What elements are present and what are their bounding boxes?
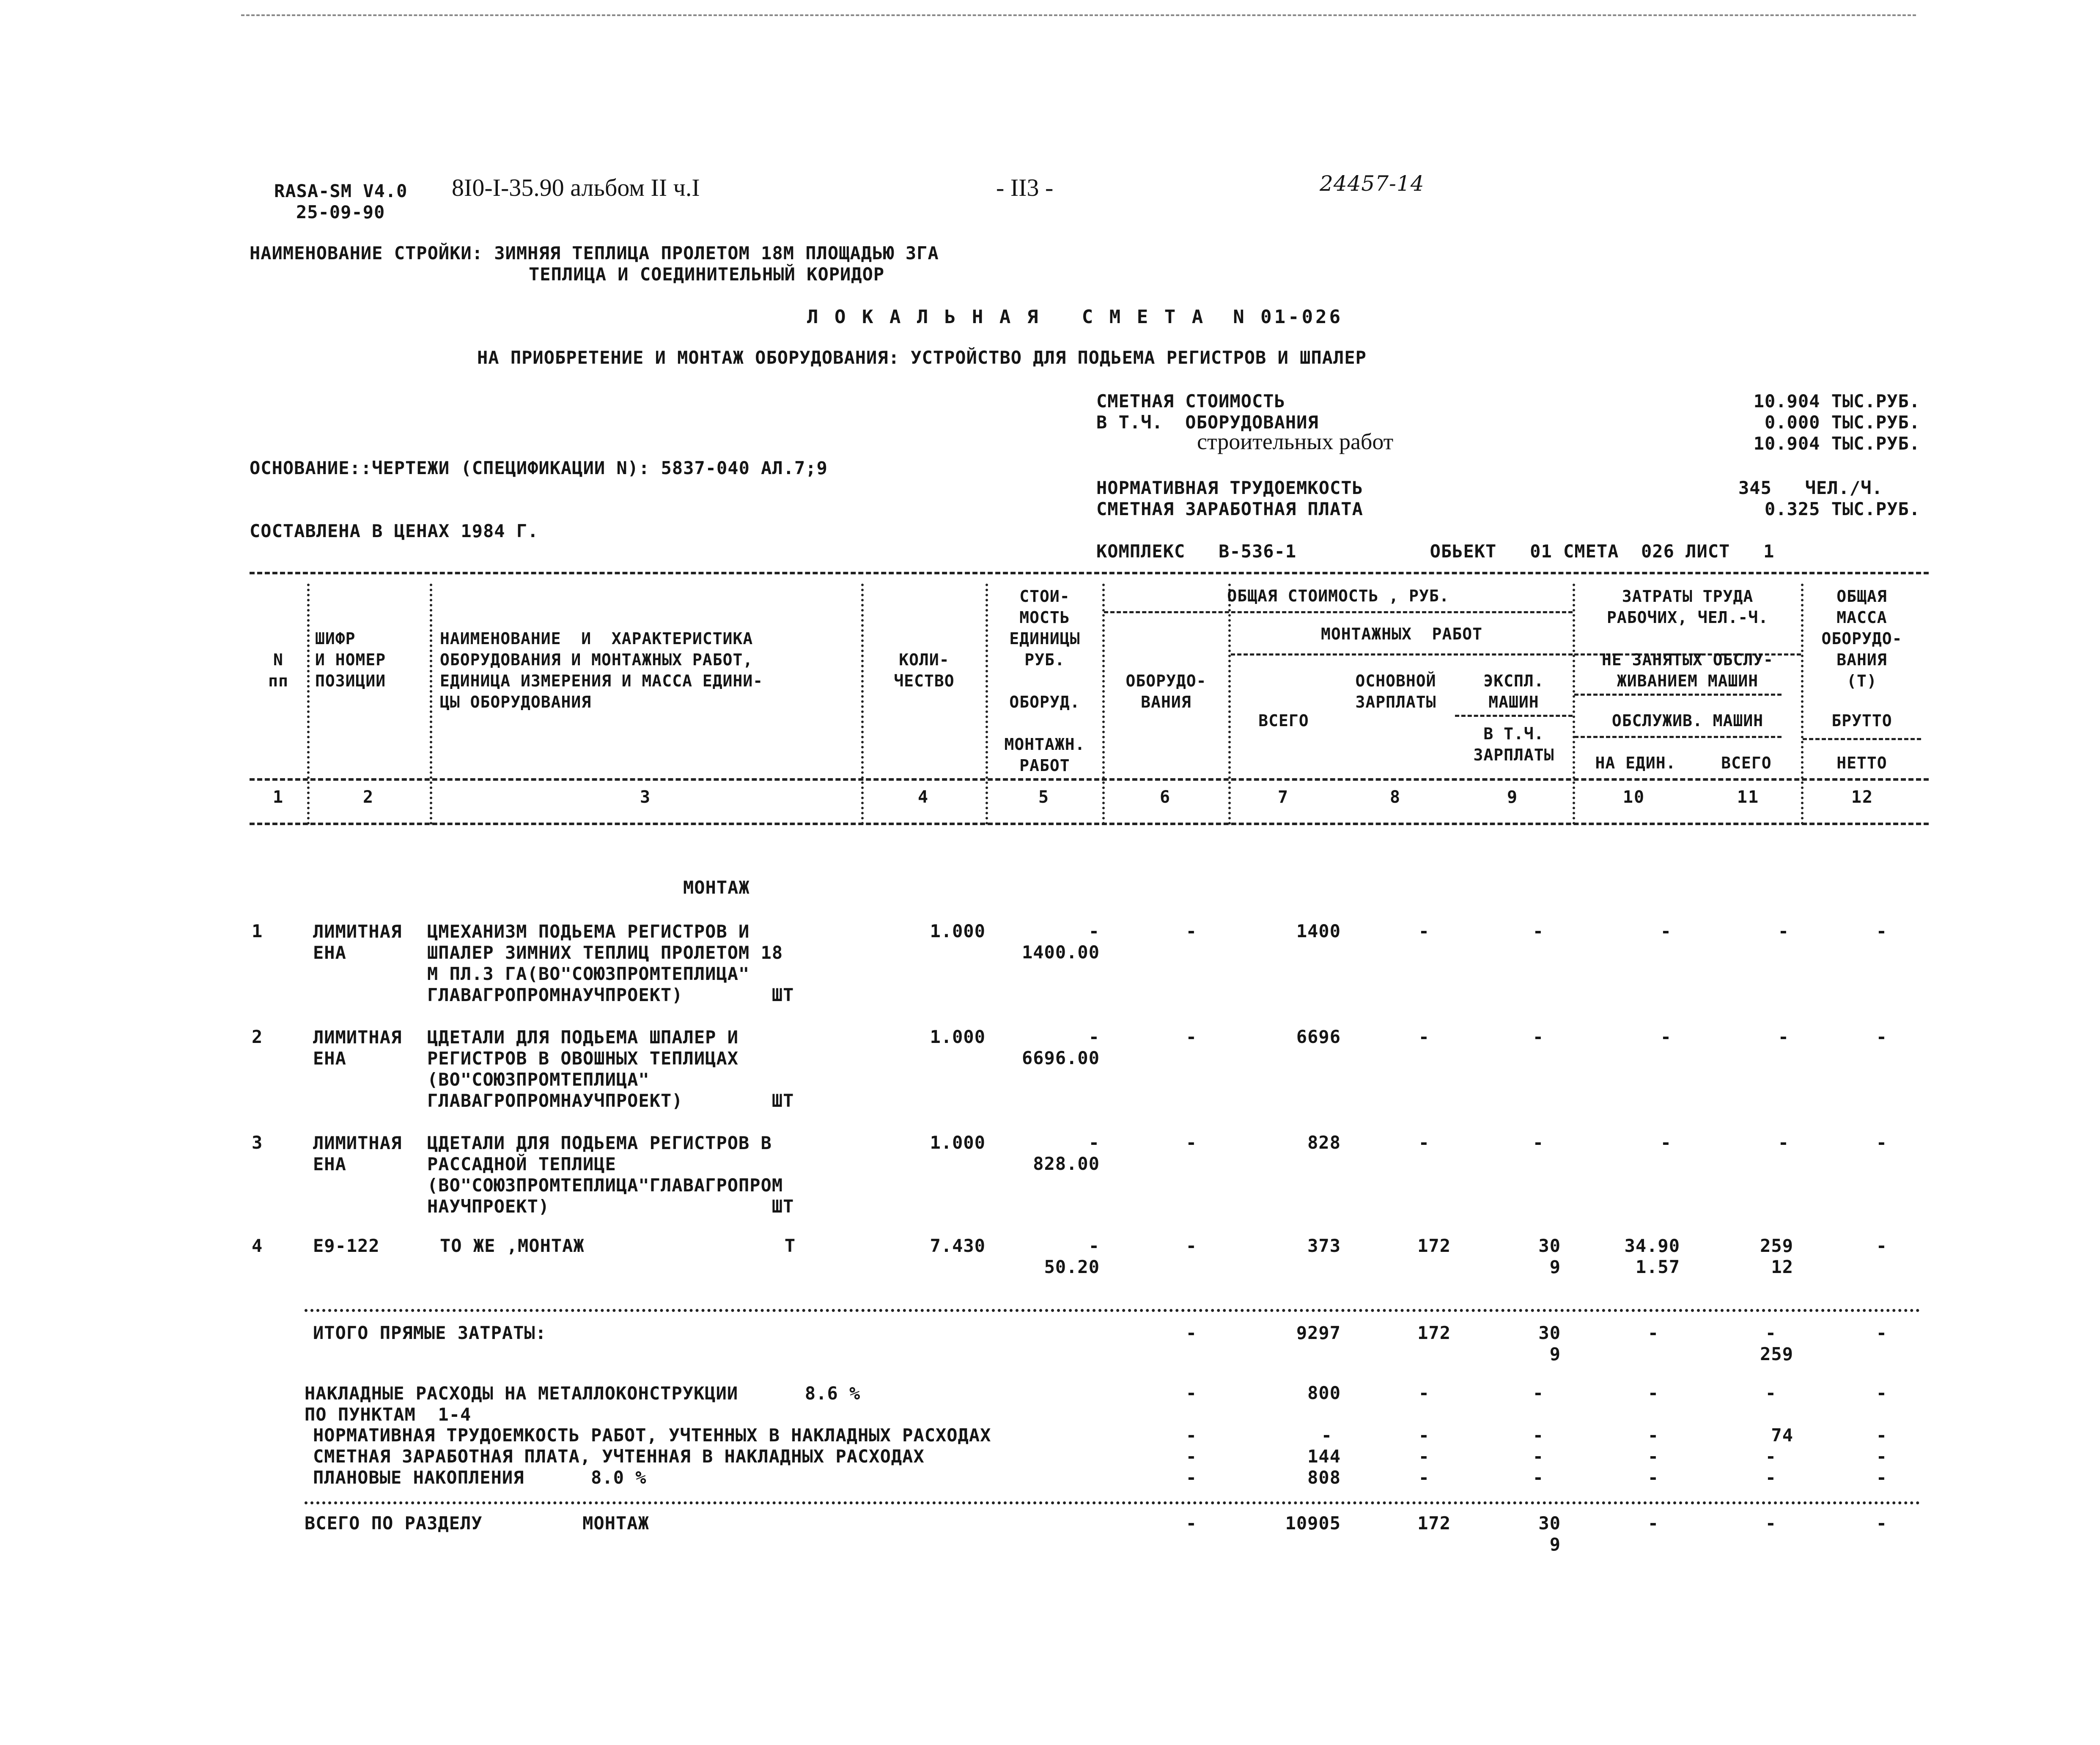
section-total-rule	[305, 1501, 1920, 1504]
row-2-mach: -	[1532, 1026, 1544, 1047]
th-labor-sub-rule2	[1574, 736, 1782, 738]
section-total-mach-wage: 9	[1549, 1534, 1561, 1555]
row-1-unit-mount: 1400.00	[1021, 942, 1100, 963]
estimate-subtitle: НА ПРИОБРЕТЕНИЕ И МОНТАЖ ОБОРУДОВАНИЯ: УСТРОЙСТВО ДЛЯ ПОДЬЕМА РЕГИСТРОВ И ШПАЛЕР	[477, 347, 1367, 368]
direct-costs-equip: -	[1186, 1322, 1197, 1343]
row-3-mach: -	[1532, 1132, 1544, 1153]
overhead-wage-mach: -	[1532, 1446, 1544, 1467]
row-2-total: 6696	[1296, 1026, 1341, 1047]
overhead-metal-mass: -	[1876, 1383, 1887, 1403]
overhead-wage-mass: -	[1876, 1446, 1887, 1467]
direct-costs-label: ИТОГО ПРЯМЫЕ ЗАТРАТЫ:	[313, 1322, 547, 1343]
section-total-mach: 30	[1538, 1513, 1561, 1534]
col-number: 9	[1507, 787, 1518, 807]
th-col1: N пп	[268, 650, 288, 690]
direct-costs-total: 9297	[1296, 1322, 1341, 1343]
section-total-wage: 172	[1417, 1513, 1451, 1534]
summary-build-value: 10.904 ТЫС.РУБ.	[1753, 433, 1920, 454]
row-4-total: 373	[1307, 1235, 1341, 1256]
row-3-unit-equip: -	[1088, 1132, 1100, 1153]
row-1-unit-equip: -	[1088, 921, 1100, 941]
row-4-qty: 7.430	[930, 1235, 985, 1256]
construction-name-line2: ТЕПЛИЦА И СОЕДИНИТЕЛЬНЫЙ КОРИДОР	[529, 264, 885, 285]
th-col8: ОСНОВНОЙ ЗАРПЛАТЫ	[1355, 672, 1436, 711]
row-4-wage: 172	[1417, 1235, 1451, 1256]
th-col11: ВСЕГО	[1721, 754, 1772, 772]
overhead-labor-wage: -	[1418, 1425, 1430, 1446]
th-col4: КОЛИ- ЧЕСТВО	[894, 650, 955, 690]
overhead-wage-wage: -	[1418, 1446, 1430, 1467]
summary-cost-value: 10.904 ТЫС.РУБ.	[1753, 391, 1920, 412]
direct-costs-mach: 30	[1538, 1322, 1561, 1343]
col-number: 2	[362, 787, 374, 807]
col-number: 8	[1389, 787, 1401, 807]
direct-costs-rule	[305, 1309, 1920, 1312]
handwritten-code: 24457-14	[1320, 171, 1425, 196]
overhead-savings-mach: -	[1532, 1467, 1544, 1488]
th-group-mount-rule	[1231, 653, 1573, 656]
overhead-savings-labor-unit: -	[1647, 1467, 1659, 1488]
row-1-mach: -	[1532, 921, 1544, 941]
row-1-qty: 1.000	[930, 921, 985, 941]
section-total-labor-unit: -	[1647, 1513, 1659, 1534]
construction-name-line1: НАИМЕНОВАНИЕ СТРОЙКИ: ЗИМНЯЯ ТЕПЛИЦА ПРОЛЕТОМ 18М ПЛОЩАДЬЮ 3ГА	[250, 243, 939, 263]
row-4-labor-total-mach: 12	[1771, 1257, 1793, 1277]
section-total-labor-total: -	[1765, 1513, 1776, 1534]
row-3-equip: -	[1186, 1132, 1197, 1153]
row-3-labor-unit: -	[1660, 1132, 1672, 1153]
section-total-label: ВСЕГО ПО РАЗДЕЛУ МОНТАЖ	[305, 1513, 649, 1534]
direct-costs-labor-unit: -	[1647, 1322, 1659, 1343]
th-col12-brutto: БРУТТО	[1831, 711, 1892, 730]
overhead-metal-equip: -	[1186, 1383, 1197, 1403]
row-4-code: Е9-122	[313, 1235, 380, 1256]
row-4-mach: 30	[1538, 1235, 1561, 1256]
overhead-labor-labor-unit: -	[1647, 1425, 1659, 1446]
row-3-labor-total: -	[1778, 1132, 1789, 1153]
overhead-labor-label: НОРМАТИВНАЯ ТРУДОЕМКОСТЬ РАБОТ, УЧТЕННЫХ В НАКЛАДНЫХ РАСХОДАХ	[313, 1425, 991, 1446]
row-1-code: ЛИМИТНАЯ ЕНА	[313, 921, 402, 963]
overhead-metal-label: НАКЛАДНЫЕ РАСХОДЫ НА МЕТАЛЛОКОНСТРУКЦИИ 8.6 % ПО ПУНКТАМ 1-4	[305, 1383, 861, 1425]
overhead-metal-total: 800	[1307, 1383, 1341, 1403]
row-2-equip: -	[1186, 1026, 1197, 1047]
top-border-rule	[241, 14, 1916, 16]
th-col5-mount: МОНТАЖН. РАБОТ	[1004, 735, 1085, 775]
row-3-unit-mount: 828.00	[1033, 1153, 1100, 1174]
overhead-wage-label: СМЕТНАЯ ЗАРАБОТНАЯ ПЛАТА, УЧТЕННАЯ В НАКЛАДНЫХ РАСХОДАХ	[313, 1446, 925, 1467]
row-1-labor-unit: -	[1660, 921, 1672, 941]
th-group-cost-rule	[1104, 611, 1573, 613]
overhead-labor-mass: -	[1876, 1425, 1887, 1446]
col-number: 6	[1159, 787, 1171, 807]
row-4-n: 4	[252, 1235, 263, 1256]
basis-line: ОСНОВАНИЕ::ЧЕРТЕЖИ (СПЕЦИФИКАЦИИ N): 5837-040 АЛ.7;9	[250, 458, 828, 478]
section-total-total: 10905	[1285, 1513, 1341, 1534]
row-3-n: 3	[252, 1132, 263, 1153]
row-4-mass: -	[1876, 1235, 1887, 1256]
row-2-n: 2	[252, 1026, 263, 1047]
row-4-equip: -	[1186, 1235, 1197, 1256]
overhead-savings-labor-total: -	[1765, 1467, 1776, 1488]
program-name: RASA-SM V4.0	[274, 181, 408, 201]
th-group-labor: ЗАТРАТЫ ТРУДА РАБОЧИХ, ЧЕЛ.-Ч.	[1606, 587, 1769, 627]
summary-build-label: строительных работ	[1197, 429, 1394, 454]
overhead-savings-total: 808	[1307, 1467, 1341, 1488]
th-col12-rule	[1803, 738, 1921, 740]
overhead-savings-mass: -	[1876, 1467, 1887, 1488]
th-labor-sub: ОБСЛУЖИВ. МАШИН	[1611, 711, 1764, 730]
header-mid-rule	[250, 778, 1929, 781]
prices-year: СОСТАВЛЕНА В ЦЕНАХ 1984 Г.	[250, 521, 539, 541]
col-number: 3	[640, 787, 651, 807]
row-4-unit-equip: -	[1088, 1235, 1100, 1256]
th-col5-top: СТОИ- МОСТЬ ЕДИНИЦЫ РУБ.	[1009, 587, 1080, 669]
album-reference: 8I0-I-35.90 альбом II ч.I	[452, 174, 700, 201]
summary-wage-value: 0.325 ТЫС.РУБ.	[1764, 499, 1920, 519]
row-4-labor-unit: 34.90	[1624, 1235, 1680, 1256]
summary-cost-label: СМЕТНАЯ СТОИМОСТЬ	[1096, 391, 1285, 412]
row-3-name: ЦДЕТАЛИ ДЛЯ ПОДЬЕМА РЕГИСТРОВ В РАССАДНОЙ ТЕПЛИЦЕ (ВО"СОЮЗПРОМТЕПЛИЦА"ГЛАВАГРОПРОМ НАУЧПРОЕКТ) ШТ	[427, 1133, 794, 1217]
row-1-total: 1400	[1296, 921, 1341, 941]
row-4-labor-total: 259	[1760, 1235, 1793, 1256]
th-col9-wage: В Т.Ч. ЗАРПЛАТЫ	[1473, 724, 1554, 764]
overhead-savings-wage: -	[1418, 1467, 1430, 1488]
overhead-wage-equip: -	[1186, 1446, 1197, 1467]
th-col5-equip: ОБОРУД.	[1009, 693, 1080, 711]
row-2-wage: -	[1418, 1026, 1430, 1047]
overhead-labor-labor-total: 74	[1771, 1425, 1793, 1446]
col-number: 4	[917, 787, 929, 807]
th-col9-rule	[1455, 715, 1573, 717]
overhead-savings-equip: -	[1186, 1467, 1197, 1488]
complex-object-line: КОМПЛЕКС В-536-1 ОБЬЕКТ 01 СМЕТА 026 ЛИСТ 1	[1096, 541, 1775, 562]
row-1-n: 1	[252, 921, 263, 941]
row-3-total: 828	[1307, 1132, 1341, 1153]
row-2-labor-total: -	[1778, 1026, 1789, 1047]
row-2-labor-unit: -	[1660, 1026, 1672, 1047]
section-total-equip: -	[1186, 1513, 1197, 1534]
th-col6: ОБОРУДО- ВАНИЯ	[1125, 672, 1207, 711]
summary-labor-label: НОРМАТИВНАЯ ТРУДОЕМКОСТЬ	[1096, 477, 1363, 498]
summary-equip-label: В Т.Ч. ОБОРУДОВАНИЯ	[1096, 412, 1319, 433]
col-number: 12	[1851, 787, 1874, 807]
overhead-wage-labor-unit: -	[1647, 1446, 1659, 1467]
th-labor-sub-rule	[1574, 694, 1782, 696]
row-2-unit-mount: 6696.00	[1021, 1048, 1100, 1068]
overhead-metal-labor-total: -	[1765, 1383, 1776, 1403]
summary-labor-value: 345 ЧЕЛ./Ч.	[1738, 477, 1883, 498]
estimate-title: Л О К А Л Ь Н А Я С М Е Т А N 01-026	[807, 306, 1343, 328]
row-2-mass: -	[1876, 1026, 1887, 1047]
section-title: МОНТАЖ	[683, 877, 750, 898]
th-group-mount: МОНТАЖНЫХ РАБОТ	[1320, 625, 1483, 643]
overhead-labor-equip: -	[1186, 1425, 1197, 1446]
th-col3: НАИМЕНОВАНИЕ И ХАРАКТЕРИСТИКА ОБОРУДОВАНИЯ И МОНТАЖНЫХ РАБОТ, ЕДИНИЦА ИЗМЕРЕНИЯ И МАССА ЕДИНИ- ЦЫ ОБОРУДОВАНИЯ	[440, 629, 763, 711]
col-number: 5	[1038, 787, 1050, 807]
row-4-unit-mount: 50.20	[1044, 1257, 1100, 1277]
direct-costs-mass: -	[1876, 1322, 1887, 1343]
row-1-wage: -	[1418, 921, 1430, 941]
col-number: 1	[272, 787, 284, 807]
overhead-metal-mach: -	[1532, 1383, 1544, 1403]
overhead-wage-labor-total: -	[1765, 1446, 1776, 1467]
summary-equip-value: 0.000 ТЫС.РУБ.	[1764, 412, 1920, 433]
row-3-wage: -	[1418, 1132, 1430, 1153]
direct-costs-wage: 172	[1417, 1322, 1451, 1343]
program-date: 25-09-90	[296, 202, 385, 222]
th-col12-netto: НЕТТО	[1836, 754, 1887, 772]
page-number: - II3 -	[996, 174, 1054, 201]
direct-costs-mach-wage: 9	[1549, 1344, 1561, 1364]
overhead-labor-total: -	[1321, 1425, 1332, 1446]
overhead-labor-mach: -	[1532, 1425, 1544, 1446]
row-4-labor-unit-mach: 1.57	[1635, 1257, 1680, 1277]
col-number: 11	[1737, 787, 1760, 807]
row-1-equip: -	[1186, 921, 1197, 941]
section-total-mass: -	[1876, 1513, 1887, 1534]
row-1-name: ЦМЕХАНИЗМ ПОДЬЕМА РЕГИСТРОВ И ШПАЛЕР ЗИМНИХ ТЕПЛИЦ ПРОЛЕТОМ 18 М ПЛ.3 ГА(ВО"СОЮЗПРОМТЕПЛИЦА" ГЛАВАГРОПРОМНАУЧПРОЕКТ) ШТ	[427, 921, 794, 1005]
overhead-metal-wage: -	[1418, 1383, 1430, 1403]
overhead-wage-total: 144	[1307, 1446, 1341, 1467]
row-4-name: ТО ЖЕ ,МОНТАЖ Т	[440, 1235, 796, 1256]
overhead-metal-labor-unit: -	[1647, 1383, 1659, 1403]
row-1-mass: -	[1876, 921, 1887, 941]
th-col2: ШИФР И НОМЕР ПОЗИЦИИ	[315, 629, 386, 690]
th-group-cost: ОБЩАЯ СТОИМОСТЬ , РУБ.	[1227, 587, 1449, 605]
th-col12-top: ОБЩАЯ МАССА ОБОРУДО- ВАНИЯ (Т)	[1821, 587, 1902, 690]
th-col9-mach: ЭКСПЛ. МАШИН	[1483, 672, 1544, 711]
th-col7: ВСЕГО	[1258, 711, 1309, 730]
row-2-name: ЦДЕТАЛИ ДЛЯ ПОДЬЕМА ШПАЛЕР И РЕГИСТРОВ В ОВОШНЫХ ТЕПЛИЦАХ (ВО"СОЮЗПРОМТЕПЛИЦА" ГЛАВАГРОПРОМНАУЧПРОЕКТ) ШТ	[427, 1027, 794, 1111]
col-number: 7	[1277, 787, 1289, 807]
row-2-code: ЛИМИТНАЯ ЕНА	[313, 1027, 402, 1069]
header-bottom-rule	[250, 823, 1929, 825]
th-col10: НА ЕДИН.	[1595, 754, 1676, 772]
row-1-labor-total: -	[1778, 921, 1789, 941]
col-number: 10	[1622, 787, 1645, 807]
row-3-qty: 1.000	[930, 1132, 985, 1153]
row-4-mach-wage: 9	[1549, 1257, 1561, 1277]
th-group-labor-2: НЕ ЗАНЯТЫХ ОБСЛУ- ЖИВАНИЕМ МАШИН	[1602, 650, 1773, 690]
header-top-rule	[250, 572, 1929, 574]
direct-costs-labor-total: -	[1765, 1322, 1776, 1343]
summary-wage-label: СМЕТНАЯ ЗАРАБОТНАЯ ПЛАТА	[1096, 499, 1363, 519]
row-2-qty: 1.000	[930, 1026, 985, 1047]
overhead-savings-label: ПЛАНОВЫЕ НАКОПЛЕНИЯ 8.0 %	[313, 1467, 647, 1488]
row-2-unit-equip: -	[1088, 1026, 1100, 1047]
direct-costs-labor-total-mach: 259	[1760, 1344, 1793, 1364]
row-3-code: ЛИМИТНАЯ ЕНА	[313, 1133, 402, 1174]
row-3-mass: -	[1876, 1132, 1887, 1153]
